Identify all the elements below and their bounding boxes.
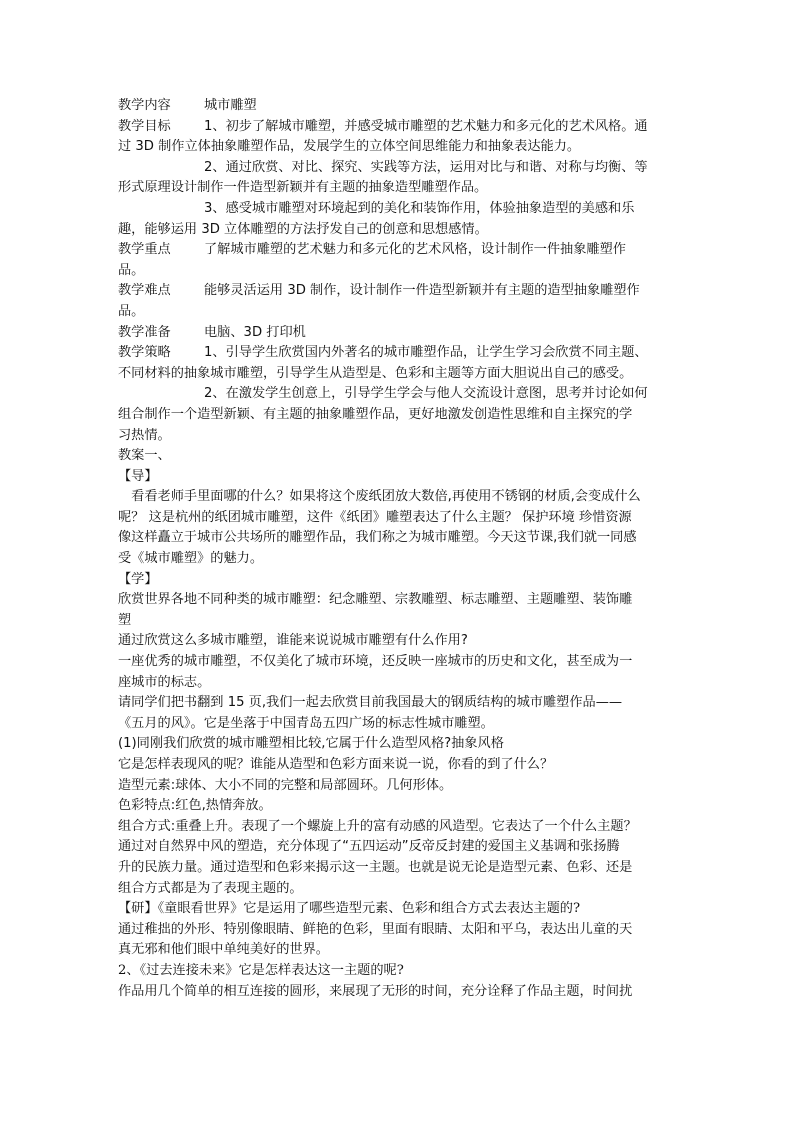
- strategy-2c: 习热情。: [118, 427, 171, 443]
- difficulty-a: 能够灵活运用 3D 制作，设计制作一件造型新颖并有主题的造型抽象雕塑作: [204, 283, 640, 299]
- yan-line-1: 【研】《童眼看世界》它是运用了哪些造型元素、色彩和组合方式去表达主题的?: [118, 901, 581, 917]
- yan-line-5: 作品用几个简单的相互连接的圆形，来展现了无形的时间，充分诠释了作品主题，时间扰: [118, 983, 633, 999]
- strategy-1b: 不同材料的抽象城市雕塑，引导学生从造型是、色彩和主题等方面大胆说出自己的感受。: [118, 365, 633, 381]
- xue-line-13: 通过对自然界中风的塑造，充分体现了“五四运动”反帝反封建的爱国主义基调和张扬腾: [118, 839, 620, 855]
- content-value: 城市雕塑: [204, 98, 257, 113]
- yan-line-2: 通过稚拙的外形、特别像眼睛、鲜艳的色彩，里面有眼睛、太阳和平乌，表达出儿童的天: [118, 921, 633, 937]
- key-row: [118, 240, 678, 261]
- xue-line-15: 组合方式都是为了表现主题的。: [118, 880, 303, 896]
- xue-line-4: 一座优秀的城市雕塑，不仅美化了城市环境，还反映一座城市的历史和文化，甚至成为一: [118, 654, 633, 670]
- difficulty-label: 教学难点: [118, 283, 171, 299]
- xue-line-1: 欣赏世界各地不同种类的城市雕塑：纪念雕塑、宗教雕塑、标志雕塑、主题雕塑、装饰雕: [118, 592, 633, 608]
- key-b: 品。: [118, 262, 145, 278]
- strategy-label: 教学策略: [118, 345, 171, 361]
- goal-2b: 形式原理设计制作一件造型新颖并有主题的抽象造型雕塑作品。: [118, 180, 488, 196]
- dao-line-2: 呢？ 这是杭州的纸团城市雕塑，这件《纸团》雕塑表达了什么主题？ 保护环境 珍惜资源: [118, 509, 632, 525]
- goal-1b: 过 3D 制作立体抽象雕塑作品，发展学生的立体空间思维能力和抽象表达能力。: [118, 139, 581, 155]
- xue-line-12: 组合方式:重叠上升。表现了一个螺旋上升的富有动感的风造型。它表达了一个什么主题？: [118, 818, 637, 834]
- prep-value: 电脑、3D 打印机: [204, 324, 306, 340]
- strategy-1a: 1、引导学生欣赏国内外著名的城市雕塑作品，让学生学习会欣赏不同主题、: [204, 345, 648, 361]
- difficulty-b: 品。: [118, 303, 145, 319]
- goal-label: 教学目标: [118, 118, 171, 134]
- xue-line-9: 它是怎样表现风的呢？谁能从造型和色彩方面来说一说，你看的到了什么？: [118, 757, 554, 772]
- xue-line-8: (1)同刚我们欣赏的城市雕塑相比较,它属于什么造型风格?抽象风格: [118, 736, 504, 752]
- yan-line-4: 2、《过去连接未来》它是怎样表达这一主题的呢?: [118, 962, 404, 978]
- goal-3a: 3、感受城市雕塑对环境起到的美化和装饰作用，体验抽象造型的美感和乐: [204, 200, 635, 216]
- goal-2a: 2、通过欣赏、对比、探究、实践等方法，运用对比与和谐、对称与均衡、等: [204, 159, 648, 175]
- prep-row: [118, 323, 678, 344]
- dao-line-3: 像这样矗立于城市公共场所的雕塑作品，我们称之为城市雕塑。今天这节课,我们就一同感: [118, 530, 637, 546]
- content-row: [118, 96, 678, 117]
- difficulty-row: [118, 281, 678, 302]
- dao-line-1: 看看老师手里面哪的什么？如果将这个废纸团放大数倍,再使用不锈钢的材质,会变成什么: [118, 489, 641, 505]
- xue-line-7: 《五月的风》。它是坐落于中国青岛五四广场的标志性城市雕塑。: [118, 715, 494, 731]
- xue-line-14: 升的民族力量。通过造型和色彩来揭示这一主题。也就是说无论是造型元素、色彩、还是: [118, 859, 633, 875]
- goal-3b: 趣，能够运用 3D 立体雕塑的方法抒发自己的创意和思想感情。: [118, 221, 488, 237]
- xue-line-3: 通过欣赏这么多城市雕塑，谁能来说说城市雕塑有什么作用?: [118, 633, 468, 649]
- goal-1a: 1、初步了解城市雕塑，并感受城市雕塑的艺术魅力和多元化的艺术风格。通: [204, 118, 648, 134]
- xue-line-2: 塑: [118, 612, 132, 628]
- dao-heading: 【导】: [118, 468, 158, 484]
- strategy-row: [118, 343, 678, 364]
- strategy-2b: 组合制作一个造型新颖、有主题的抽象雕塑作品，更好地激发创造性思维和自主探究的学: [118, 406, 633, 422]
- case-heading: 教案一、: [118, 448, 171, 464]
- content-label: 教学内容: [118, 98, 171, 113]
- xue-line-5: 座城市的标志。: [118, 674, 211, 690]
- document-page: [118, 96, 678, 1002]
- yan-line-3: 真无邪和他们眼中单纯美好的世界。: [118, 942, 329, 958]
- key-label: 教学重点: [118, 242, 171, 258]
- strategy-2a: 2、在激发学生创意上，引导学生学会与他人交流设计意图，思考并讨论如何: [204, 386, 648, 402]
- xue-line-6: 请同学们把书翻到 15 页,我们一起去欣赏目前我国最大的钢质结构的城市雕塑作品——: [118, 695, 623, 711]
- xue-line-11: 色彩特点:红色,热情奔放。: [118, 798, 272, 814]
- xue-line-10: 造型元素:球体、大小不同的完整和局部圆环。几何形体。: [118, 777, 453, 793]
- xue-heading: 【学】: [118, 571, 158, 587]
- prep-label: 教学准备: [118, 324, 171, 340]
- key-a: 了解城市雕塑的艺术魅力和多元化的艺术风格，设计制作一件抽象雕塑作: [204, 242, 626, 258]
- goal-row: [118, 117, 678, 138]
- dao-line-4: 受《城市雕塑》的魅力。: [118, 551, 264, 567]
